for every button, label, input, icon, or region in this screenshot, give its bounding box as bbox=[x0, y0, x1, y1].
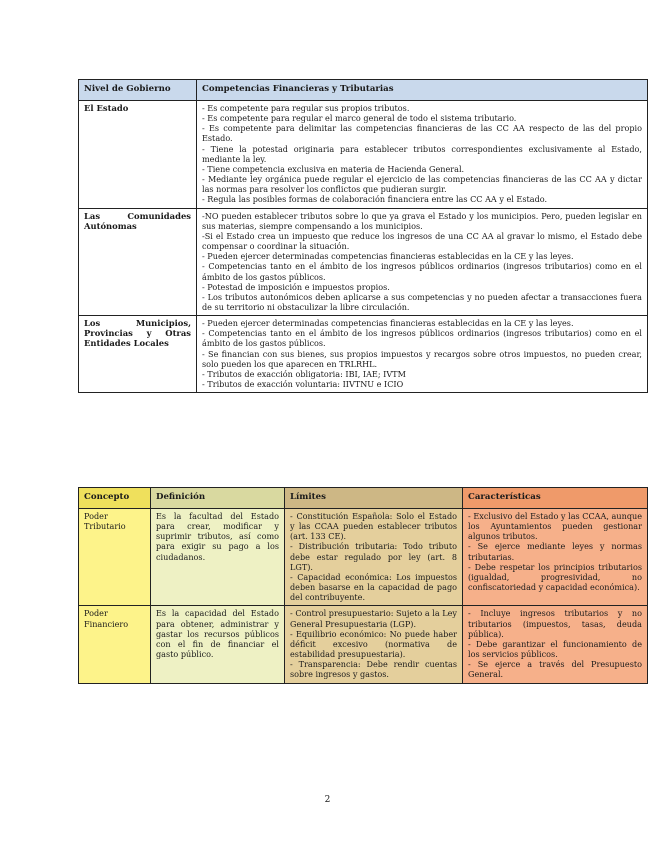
list-item: - Tiene la potestad originaria para establecer tributos correspondientes exclusivamente al Estado, mediante la ley. bbox=[202, 143, 642, 164]
list-item: - Tributos de exacción obligatoria: IBI, IAE; IVTM bbox=[202, 368, 406, 379]
header-definicion: Definición bbox=[151, 488, 285, 509]
competencias-cell bbox=[197, 316, 648, 393]
list-item: - Se ejerce mediante leyes y normas tributarias. bbox=[468, 541, 642, 562]
list-item: - Debe garantizar el funcionamiento de los servicios públicos. bbox=[468, 638, 642, 660]
concept-cell: Poder Tributario bbox=[79, 509, 151, 606]
header-concepto: Concepto bbox=[79, 488, 151, 509]
list-item: - Tributos de exacción voluntaria: IIVTNU e ICIO bbox=[202, 379, 404, 390]
level-cell: Los Municipios, Provincias y Otras Entidades Locales bbox=[79, 316, 197, 393]
table-row bbox=[79, 509, 648, 606]
table-header-row bbox=[79, 80, 648, 101]
table-row bbox=[79, 606, 648, 683]
list-item: -NO pueden establecer tributos sobre lo que ya grava el Estado y los municipios. Pero, pueden legislar en sus materias, siempre compensando a los municipios. bbox=[202, 210, 642, 231]
list-item: - Se financian con sus bienes, sus propios impuestos y recargos sobre otros impuestos, no pueden crear, solo pueden los que aparecen en TRLRHL. bbox=[202, 348, 642, 369]
list-item: - Se ejerce a través del Presupuesto General. bbox=[468, 659, 642, 680]
list-item: - Pueden ejercer determinadas competencias financieras establecidas en la CE y las leyes. bbox=[202, 251, 574, 262]
list-item: - Constitución Española: Solo el Estado y las CCAA pueden establecer tributos (art. 133 CE). bbox=[290, 511, 457, 542]
level-cell: El Estado bbox=[79, 101, 197, 209]
table-row bbox=[79, 101, 648, 209]
features-cell bbox=[463, 509, 648, 606]
list-item: - Capacidad económica: Los impuestos deben basarse en la capacidad de pago del contribuyente. bbox=[290, 571, 457, 603]
list-item: - Transparencia: Debe rendir cuentas sobre ingresos y gastos. bbox=[290, 659, 457, 680]
table-row bbox=[79, 208, 648, 316]
competencias-cell bbox=[197, 101, 648, 209]
table-header-row bbox=[79, 488, 648, 509]
list-item: - Es competente para delimitar las competencias financieras de las CC AA respecto de las del propio Estado. bbox=[202, 123, 642, 144]
table-row bbox=[79, 316, 648, 393]
poderes-table bbox=[78, 487, 648, 684]
list-item: - Equilibrio económico: No puede haber déficit excesivo (normativa de estabilidad presupuestaria). bbox=[290, 628, 457, 660]
page-number: 2 bbox=[324, 795, 331, 805]
level-cell: Las Comunidades Autónomas bbox=[79, 208, 197, 316]
list-item: - Pueden ejercer determinadas competencias financieras establecidas en la CE y las leyes. bbox=[202, 318, 574, 329]
list-item: - Incluye ingresos tributarios y no tributarios (impuestos, tasas, deuda pública). bbox=[468, 608, 642, 639]
list-item: - Tiene competencia exclusiva en materia de Hacienda General. bbox=[202, 163, 465, 174]
header-limites: Límites bbox=[285, 488, 463, 509]
list-item: -Si el Estado crea un impuesto que reduce los ingresos de una CC AA al gravar lo mismo, el Estado debe compensar o coordinar la situación. bbox=[202, 230, 642, 252]
header-caracteristicas: Características bbox=[463, 488, 648, 509]
list-item: - Regula las posibles formas de colaboración financiera entre las CC AA y el Estado. bbox=[202, 194, 548, 205]
competencias-table bbox=[78, 79, 648, 393]
list-item: - Debe respetar los principios tributarios (igualdad, progresividad, no confiscatoriedad y capacidad económica). bbox=[468, 561, 642, 593]
list-item: - Es competente para regular el marco general de todo el sistema tributario. bbox=[202, 113, 517, 124]
concept-cell: Poder Financiero bbox=[79, 606, 151, 683]
list-item: - Mediante ley orgánica puede regular el ejercicio de las competencias financieras de las CC AA y dictar las normas para resolver los conflictos que pudieran surgir. bbox=[202, 174, 642, 195]
limits-cell bbox=[285, 606, 463, 683]
list-item: - Los tributos autonómicos deben aplicarse a sus competencias y no pueden afectar a transacciones fuera de su territorio ni obstaculizar la libre circulación. bbox=[202, 291, 642, 312]
list-item: - Exclusivo del Estado y las CCAA, aunque los Ayuntamientos pueden gestionar algunos tributos. bbox=[468, 511, 642, 542]
header-competencias: Competencias Financieras y Tributarias bbox=[197, 80, 648, 101]
list-item: - Es competente para regular sus propios tributos. bbox=[202, 103, 410, 113]
header-nivel-gobierno: Nivel de Gobierno bbox=[79, 80, 197, 101]
list-item: - Competencias tanto en el ámbito de los ingresos públicos ordinarios (ingresos tributarios) como en el ámbito de los gastos públicos. bbox=[202, 261, 642, 282]
list-item: - Distribución tributaria: Todo tributo debe estar regulado por ley (art. 8 LGT). bbox=[290, 541, 457, 572]
definition-cell: Es la capacidad del Estado para obtener, administrar y gastar los recursos públicos con el fin de financiar el gasto público. bbox=[151, 606, 285, 683]
definition-cell: Es la facultad del Estado para crear, modificar y suprimir tributos, así como para exigir su pago a los ciudadanos. bbox=[151, 509, 285, 606]
list-item: - Potestad de imposición e impuestos propios. bbox=[202, 281, 390, 292]
competencias-cell bbox=[197, 208, 648, 316]
features-cell bbox=[463, 606, 648, 683]
list-item: - Competencias tanto en el ámbito de los ingresos públicos ordinarios (ingresos tributarios) como en el ámbito de los gastos públicos. bbox=[202, 328, 642, 349]
list-item: - Control presupuestario: Sujeto a la Ley General Presupuestaria (LGP). bbox=[290, 608, 457, 629]
limits-cell bbox=[285, 509, 463, 606]
